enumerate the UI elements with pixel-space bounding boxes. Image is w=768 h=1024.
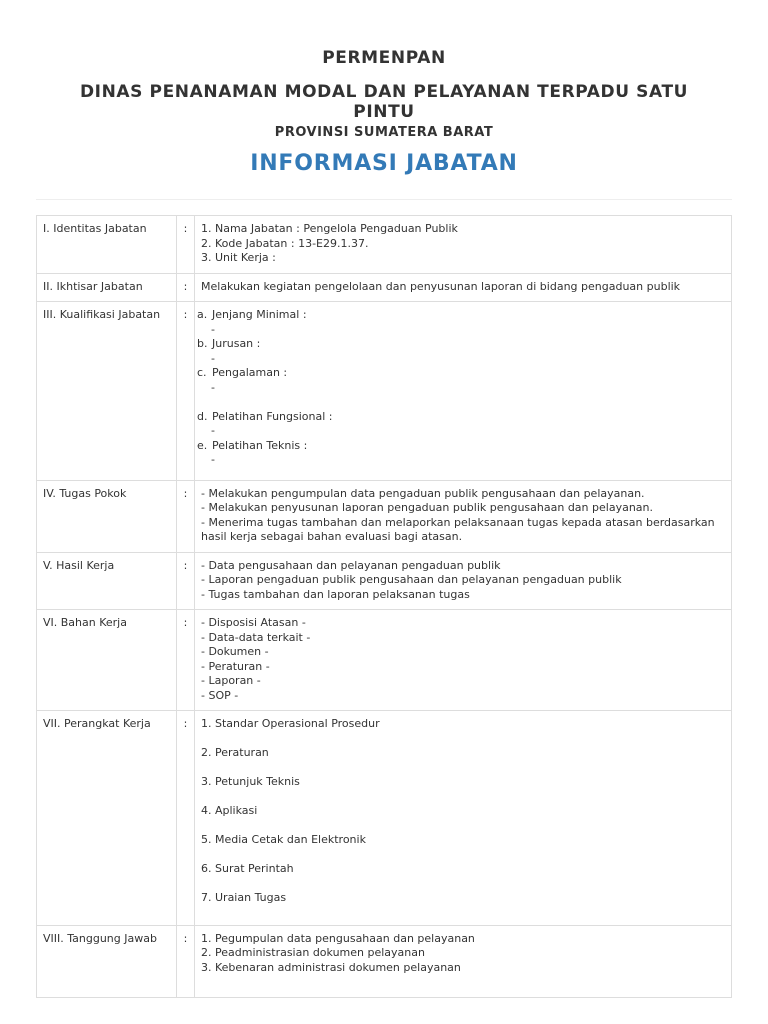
perangkat-kerja-line: 2. Peraturan — [201, 746, 269, 759]
item-letter: b. — [197, 337, 208, 350]
tanggung-jawab-line: 1. Pegumpulan data pengusahaan dan pelayanan — [201, 931, 475, 945]
job-information-table — [36, 215, 732, 998]
row-label: II. Ikhtisar Jabatan — [37, 273, 177, 302]
table-row-ikhtisar — [37, 273, 732, 302]
row-colon: : — [177, 480, 195, 552]
bahan-kerja-line: - Laporan - — [201, 674, 261, 687]
row-label: I. Identitas Jabatan — [37, 216, 177, 274]
row-label: V. Hasil Kerja — [37, 552, 177, 610]
table-row-kualifikasi — [37, 302, 732, 481]
kualifikasi-item — [197, 366, 725, 395]
hasil-kerja-line: - Data pengusahaan dan pelayanan pengaduan publik — [201, 558, 501, 572]
identitas-line: 1. Nama Jabatan : Pengelola Pengaduan Publik — [201, 222, 458, 235]
row-colon: : — [177, 273, 195, 302]
page-title: INFORMASI JABATAN — [250, 151, 518, 176]
header-province: PROVINSI SUMATERA BARAT — [274, 125, 494, 140]
row-content — [195, 273, 732, 302]
item-text: Jenjang Minimal : — [212, 308, 307, 321]
perangkat-kerja-line: 4. Aplikasi — [201, 804, 258, 817]
tugas-pokok-line: - Melakukan pengumpulan data pengaduan publik pengusahaan dan pelayanan. — [201, 486, 645, 500]
row-label: III. Kualifikasi Jabatan — [37, 302, 177, 481]
row-label: VIII. Tanggung Jawab — [37, 925, 177, 998]
perangkat-kerja-line: 6. Surat Perintah — [201, 862, 294, 875]
kualifikasi-item — [197, 337, 725, 366]
row-content — [195, 302, 732, 481]
perangkat-kerja-line: 1. Standar Operasional Prosedur — [201, 717, 380, 730]
item-letter: e. — [197, 438, 208, 452]
perangkat-kerja-line: 7. Uraian Tugas — [201, 891, 287, 904]
bahan-kerja-line: - Data-data terkait - — [201, 630, 311, 644]
table-row-hasil-kerja — [37, 552, 732, 610]
header-permenpan: PERMENPAN — [322, 48, 446, 68]
row-label: VI. Bahan Kerja — [37, 610, 177, 711]
table-row-tanggung-jawab — [37, 925, 732, 998]
hasil-kerja-line: - Tugas tambahan dan laporan pelaksanan tugas — [201, 587, 470, 601]
row-colon: : — [177, 302, 195, 481]
tugas-pokok-line: - Melakukan penyusunan laporan pengaduan publik pengusahaan dan pelayanan. — [201, 501, 653, 514]
hasil-kerja-line: - Laporan pengaduan publik pengusahaan dan pelayanan pengaduan publik — [201, 573, 622, 586]
item-text: Jurusan : — [212, 337, 261, 350]
table-row-identitas — [37, 216, 732, 274]
bahan-kerja-line: - Dokumen - — [201, 645, 269, 658]
item-text: Pengalaman : — [212, 366, 288, 379]
kualifikasi-item — [197, 308, 725, 337]
header-organization: DINAS PENANAMAN MODAL DAN PELAYANAN TERPADU SATU PINTU — [79, 82, 689, 122]
identitas-line: 3. Unit Kerja : — [201, 251, 276, 264]
row-colon: : — [177, 610, 195, 711]
row-content — [195, 610, 732, 711]
header-divider — [36, 199, 732, 200]
item-text: Pelatihan Teknis : — [212, 438, 308, 452]
item-value: - — [211, 453, 215, 466]
item-value: - — [211, 380, 215, 394]
bahan-kerja-line: - Disposisi Atasan - — [201, 616, 306, 629]
item-letter: d. — [197, 409, 208, 423]
row-colon: : — [177, 711, 195, 926]
identitas-line: 2. Kode Jabatan : 13-E29.1.37. — [201, 236, 369, 250]
item-text: Pelatihan Fungsional : — [212, 409, 333, 423]
tanggung-jawab-line: 2. Peadministrasian dokumen pelayanan — [201, 946, 425, 959]
row-content — [195, 216, 732, 274]
row-colon: : — [177, 216, 195, 274]
row-content — [195, 925, 732, 998]
row-content — [195, 552, 732, 610]
perangkat-kerja-line: 3. Petunjuk Teknis — [201, 775, 300, 788]
row-content — [195, 711, 732, 926]
item-letter: c. — [197, 366, 207, 379]
bahan-kerja-line: - Peraturan - — [201, 659, 270, 673]
row-label: IV. Tugas Pokok — [37, 480, 177, 552]
kualifikasi-item — [197, 410, 725, 439]
row-colon: : — [177, 925, 195, 998]
bahan-kerja-line: - SOP - — [201, 688, 239, 702]
row-colon: : — [177, 552, 195, 610]
table-row-bahan-kerja — [37, 610, 732, 711]
row-content — [195, 480, 732, 552]
item-letter: a. — [197, 308, 208, 321]
kualifikasi-item — [197, 439, 725, 468]
row-label: VII. Perangkat Kerja — [37, 711, 177, 926]
table-row-tugas-pokok — [37, 480, 732, 552]
perangkat-kerja-line: 5. Media Cetak dan Elektronik — [201, 833, 366, 846]
item-value: - — [211, 322, 215, 336]
ikhtisar-text: Melakukan kegiatan pengelolaan dan penyusunan laporan di bidang pengaduan publik — [201, 279, 681, 293]
table-row-perangkat-kerja — [37, 711, 732, 926]
tanggung-jawab-line: 3. Kebenaran administrasi dokumen pelayanan — [201, 960, 461, 974]
item-value: - — [211, 424, 215, 437]
tugas-pokok-line: - Menerima tugas tambahan dan melaporkan pelaksanaan tugas kepada atasan berdasarkan hasil kerja sebagai bahan evaluasi bagi atasan. — [201, 515, 719, 543]
item-value: - — [211, 351, 215, 365]
